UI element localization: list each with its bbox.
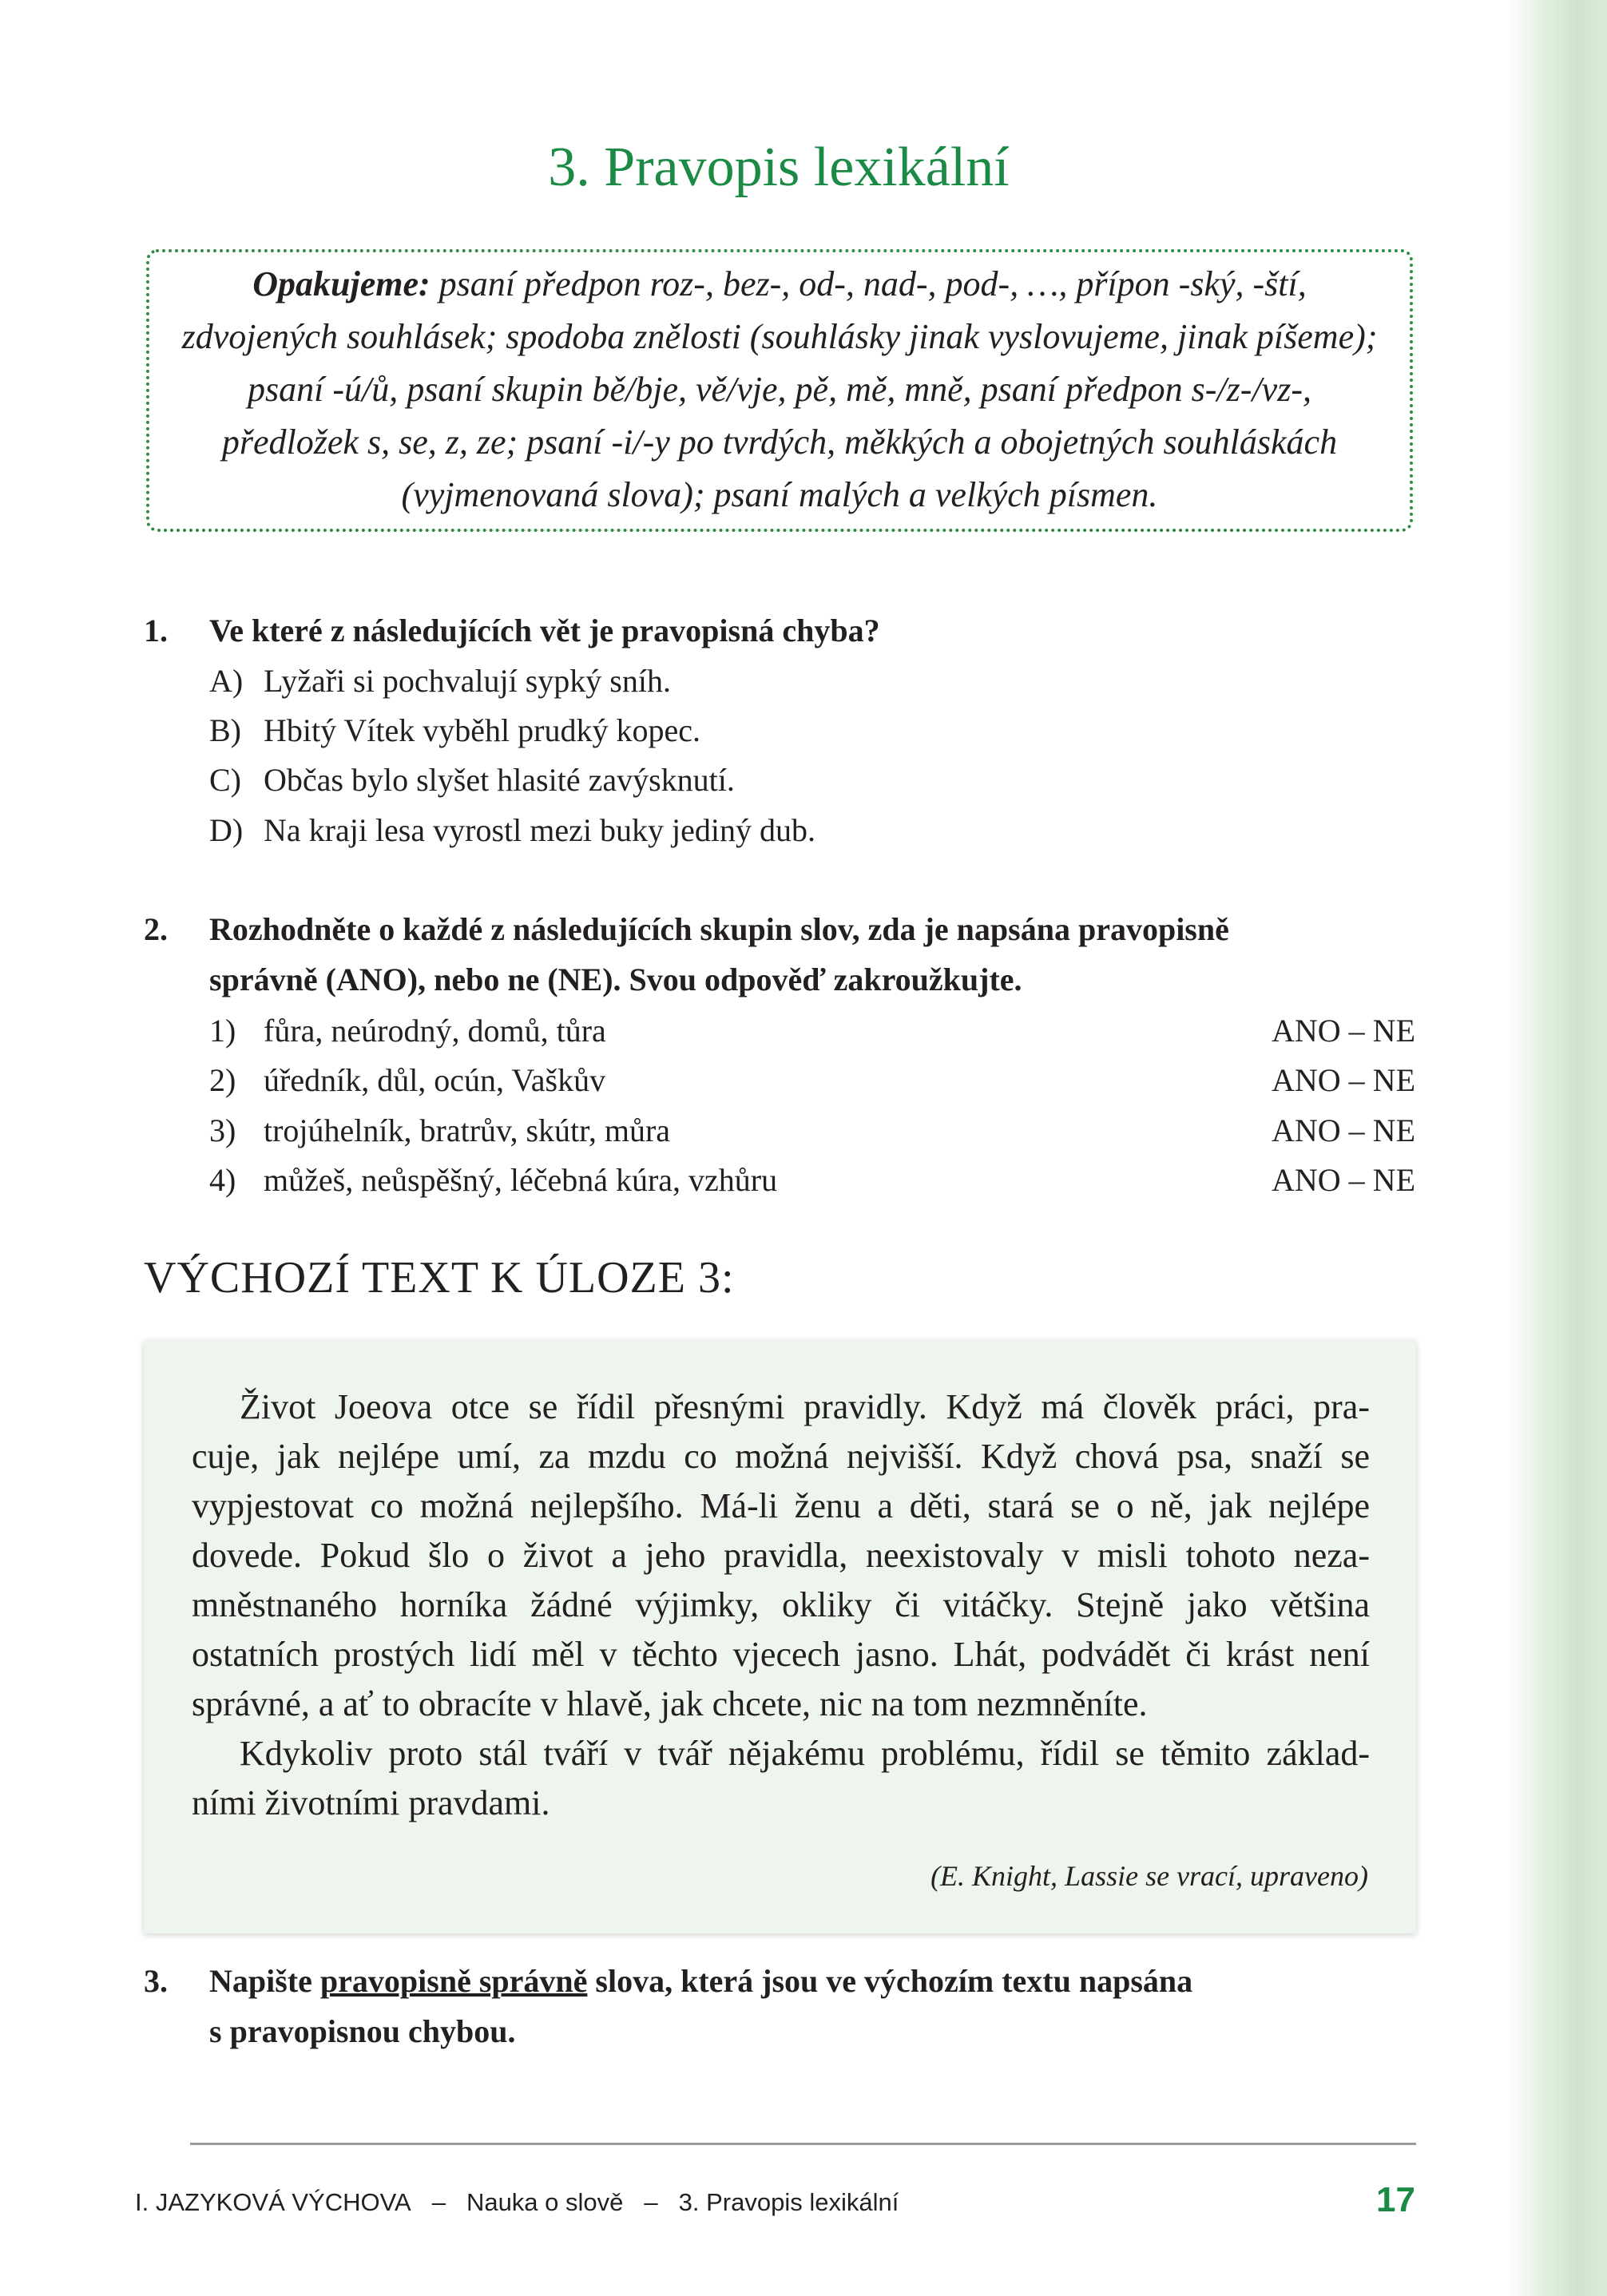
source-text-line: ními životními pravdami. (192, 1783, 550, 1822)
item-number: 1) (209, 1013, 236, 1049)
source-text-line: ostatních prostých lidí měl v těchto vjecech jasno. Lhát, podvádět či krást není (192, 1635, 1370, 1674)
option-text: Hbitý Vítek vyběhl prudký kopec. (264, 712, 700, 748)
question-text: Ve které z následujících vět je pravopisná chyba? (209, 613, 880, 648)
word-group-item (209, 1112, 671, 1149)
footer-chapter: Nauka o slově (466, 2188, 624, 2216)
word-group-item (209, 1012, 606, 1049)
option-letter: C) (209, 762, 241, 798)
answer-option[interactable] (209, 811, 815, 849)
option-letter: A) (209, 663, 244, 699)
answer-option[interactable] (209, 662, 671, 700)
source-text-line: správné, a ať to obracíte v hlavě, jak chcete, nic na tom nezmněníte. (192, 1684, 1148, 1723)
question-number: 2. (144, 911, 168, 947)
item-number: 3) (209, 1112, 236, 1148)
review-line: (vyjmenovaná slova); psaní malých a velkých písmen. (401, 475, 1158, 514)
review-box (146, 249, 1413, 532)
page-number: 17 (1376, 2180, 1415, 2219)
citation: (E. Knight, Lassie se vrací, upraveno) (930, 1860, 1368, 1892)
page-edge-decoration (1507, 0, 1607, 2296)
item-number: 2) (209, 1062, 236, 1098)
review-line: psaní -ú/ů, psaní skupin bě/bje, vě/vje, pě, mě, mně, psaní předpon s-/z-/vz-, (248, 370, 1311, 409)
source-text-heading: VÝCHOZÍ TEXT K ÚLOZE 3: (144, 1253, 735, 1303)
review-text: psaní předpon roz-, bez-, od-, nad-, pod-, …, přípon -ský, -ští, (430, 264, 1307, 303)
footer-separator: – (644, 2188, 658, 2216)
source-text-line: Život Joeova otce se řídil přesnými pravidly. Když má člověk práci, pra- (240, 1387, 1370, 1426)
item-text: trojúhelník, bratrův, skútr, můra (264, 1112, 671, 1148)
question-number: 1. (144, 613, 168, 648)
source-text-line: vypjestovat co možná nejlepšího. Má-li ženu a děti, stará se o ně, jak nejlépe (192, 1486, 1370, 1525)
source-text-line: dovede. Pokud šlo o život a jeho pravidla, neexistovaly v misli tohoto neza- (192, 1536, 1370, 1575)
option-text: Lyžaři si pochvalují sypký sníh. (264, 663, 671, 699)
review-line: zdvojených souhlásek; spodoba znělosti (souhlásky jinak vyslovujeme, jinak píšeme); (181, 317, 1378, 356)
item-text: úředník, důl, ocún, Vaškův (264, 1062, 606, 1098)
question-text: Rozhodněte o každé z následujících skupin slov, zda je napsána pravopisně (209, 911, 1229, 947)
review-line (149, 264, 1410, 304)
review-line: předložek s, se, z, ze; psaní -i/-y po tvrdých, měkkých a obojetných souhláskách (221, 422, 1338, 462)
question-number: 3. (144, 1963, 168, 1999)
footer-divider (190, 2143, 1416, 2145)
question-text: správně (ANO), nebo ne (NE). Svou odpověď zakroužkujte. (209, 962, 1022, 997)
word-group-item (209, 1161, 778, 1199)
footer-section: I. JAZYKOVÁ VÝCHOVA (135, 2188, 411, 2216)
option-letter: B) (209, 712, 241, 748)
item-text: můžeš, neůspěšný, léčebná kúra, vzhůru (264, 1162, 778, 1198)
option-text: Občas bylo slyšet hlasité zavýsknutí. (264, 762, 735, 798)
answer-option[interactable] (209, 761, 735, 799)
answer-option[interactable] (209, 712, 700, 749)
footer-separator: – (431, 2188, 446, 2216)
item-number: 4) (209, 1162, 236, 1198)
question-text-part: Napište (209, 1963, 320, 1999)
source-text-line: mněstnaného horníka žádné výjimky, okliky či vitáčky. Stejně jako většina (192, 1585, 1370, 1624)
ano-ne-choice[interactable]: ANO – NE (1272, 1162, 1415, 1198)
question-text-part: slova, která jsou ve výchozím textu napsána (587, 1963, 1193, 1999)
page-title: 3. Pravopis lexikální (548, 137, 1010, 198)
option-text: Na kraji lesa vyrostl mezi buky jediný dub. (264, 812, 815, 848)
footer-breadcrumb (135, 2188, 919, 2217)
footer-topic: 3. Pravopis lexikální (678, 2188, 899, 2216)
source-text-line: cuje, jak nejlépe umí, za mzdu co možná nejvišší. Když chová psa, snaží se (192, 1437, 1370, 1476)
source-text-line: Kdykoliv proto stál tváří v tvář nějakému problému, řídil se těmito základ- (240, 1734, 1370, 1773)
word-group-item (209, 1061, 606, 1099)
ano-ne-choice[interactable]: ANO – NE (1272, 1112, 1415, 1148)
ano-ne-choice[interactable]: ANO – NE (1272, 1013, 1415, 1049)
review-label: Opakujeme: (252, 264, 431, 303)
question-text: s pravopisnou chybou. (209, 2013, 516, 2049)
question-text (209, 1962, 1192, 2000)
underlined-emphasis: pravopisně správně (319, 1963, 588, 1999)
option-letter: D) (209, 812, 244, 848)
item-text: fůra, neúrodný, domů, tůra (264, 1013, 606, 1049)
ano-ne-choice[interactable]: ANO – NE (1272, 1062, 1415, 1098)
source-text-box (144, 1340, 1416, 1933)
